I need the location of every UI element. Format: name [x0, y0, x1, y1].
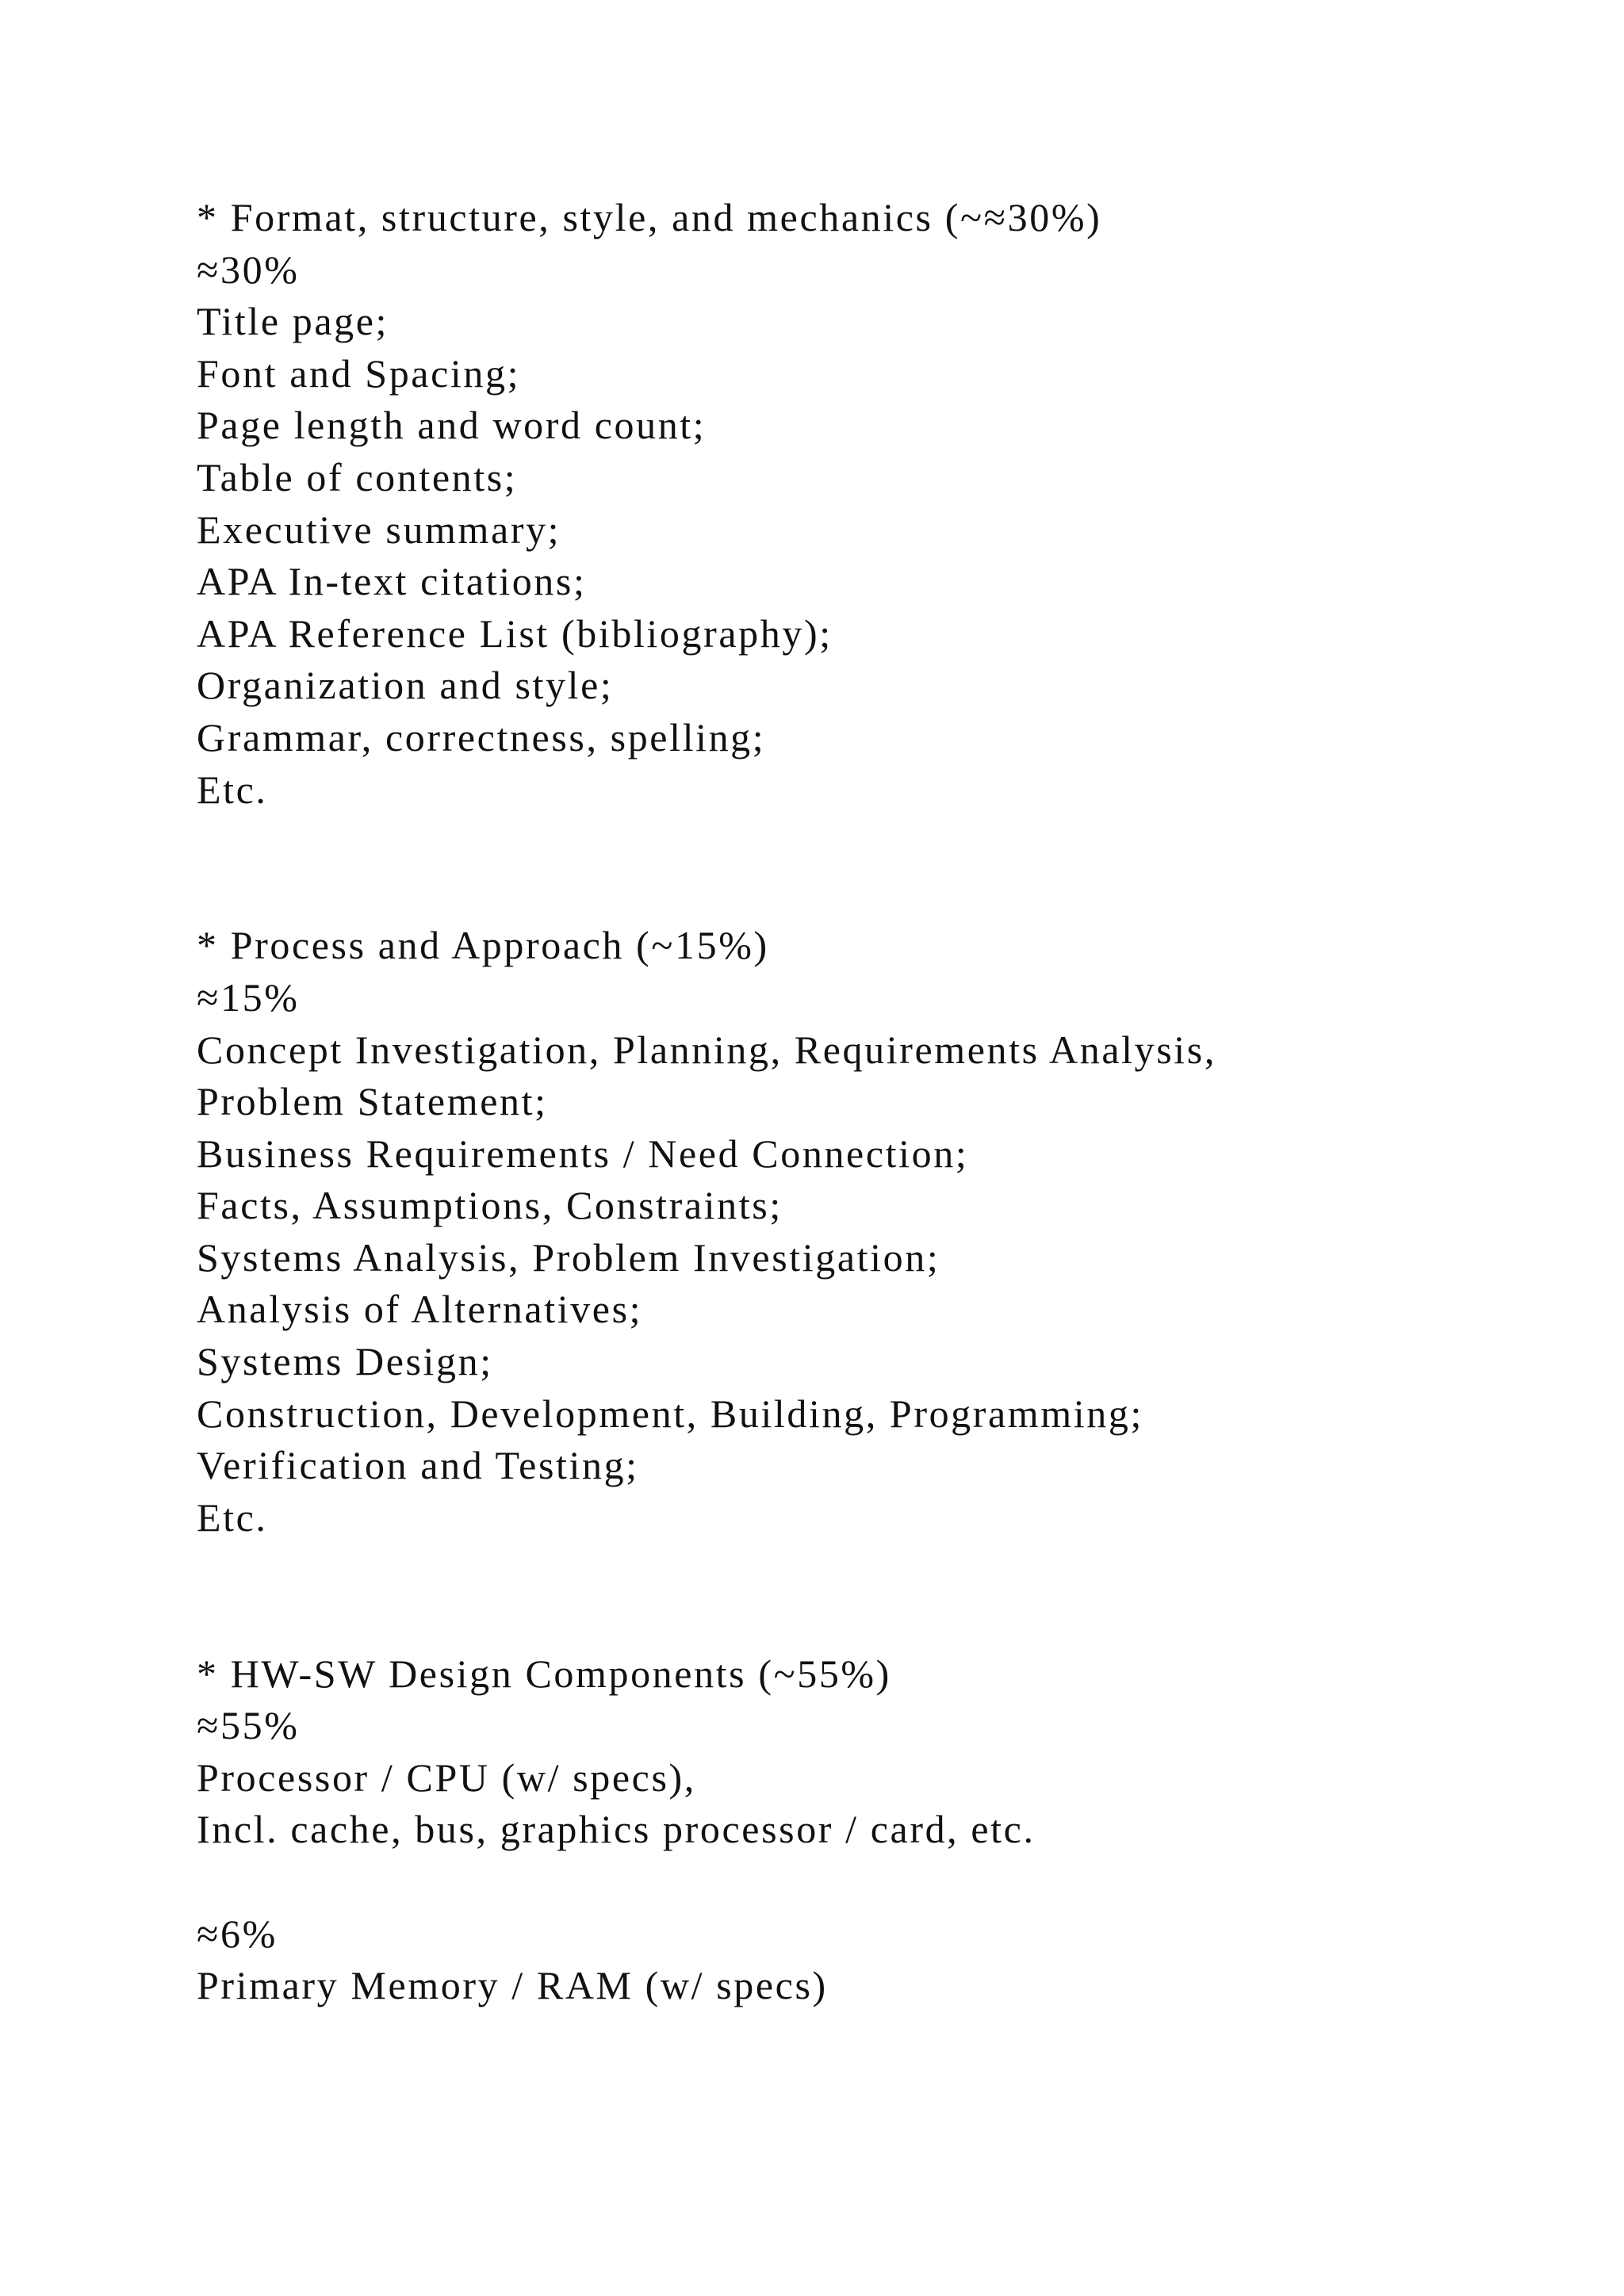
- section-weight: ≈15%: [197, 974, 300, 1020]
- list-item: APA Reference List (bibliography);: [197, 610, 833, 656]
- list-item: Problem Statement;: [197, 1079, 548, 1124]
- list-item: Concept Investigation, Planning, Requirements Analysis,: [197, 1027, 1216, 1072]
- section-hw-sw: [197, 1648, 1545, 1856]
- list-item: Analysis of Alternatives;: [197, 1287, 643, 1332]
- list-item: Verification and Testing;: [197, 1443, 639, 1488]
- list-item: Executive summary;: [197, 507, 561, 552]
- document-body: [197, 192, 1545, 2012]
- section-weight: ≈30%: [197, 247, 300, 292]
- list-item: Table of contents;: [197, 454, 518, 499]
- list-item: Processor / CPU (w/ specs),: [197, 1755, 696, 1800]
- section-process: [197, 920, 1545, 1544]
- subsection-spacer: [197, 1856, 1545, 1908]
- section-spacer: [197, 816, 1545, 920]
- list-item: Business Requirements / Need Connection;: [197, 1131, 969, 1176]
- list-item: Etc.: [197, 1494, 268, 1540]
- section-format: [197, 192, 1545, 816]
- list-item: Facts, Assumptions, Constraints;: [197, 1183, 783, 1228]
- list-item: Incl. cache, bus, graphics processor / card, etc.: [197, 1807, 1036, 1852]
- section-heading: * HW-SW Design Components (~55%): [197, 1651, 891, 1696]
- section-spacer: [197, 1544, 1545, 1647]
- section-weight: ≈55%: [197, 1703, 300, 1748]
- list-item: APA In-text citations;: [197, 559, 587, 604]
- list-item: Grammar, correctness, spelling;: [197, 714, 766, 760]
- subsection-weight: ≈6%: [197, 1911, 278, 1956]
- list-item: Etc.: [197, 767, 268, 812]
- list-item: Page length and word count;: [197, 403, 707, 448]
- list-item: Systems Design;: [197, 1339, 493, 1384]
- list-item: Title page;: [197, 299, 389, 344]
- list-item: Organization and style;: [197, 663, 614, 708]
- list-item: Systems Analysis, Problem Investigation;: [197, 1234, 940, 1280]
- list-item: Primary Memory / RAM (w/ specs): [197, 1963, 828, 2008]
- section-heading: * Format, structure, style, and mechanics (~≈30%): [197, 195, 1102, 239]
- list-item: Construction, Development, Building, Programming;: [197, 1391, 1143, 1436]
- subsection-memory: [197, 1908, 1545, 2012]
- list-item: Font and Spacing;: [197, 350, 521, 396]
- section-heading: * Process and Approach (~15%): [197, 923, 769, 968]
